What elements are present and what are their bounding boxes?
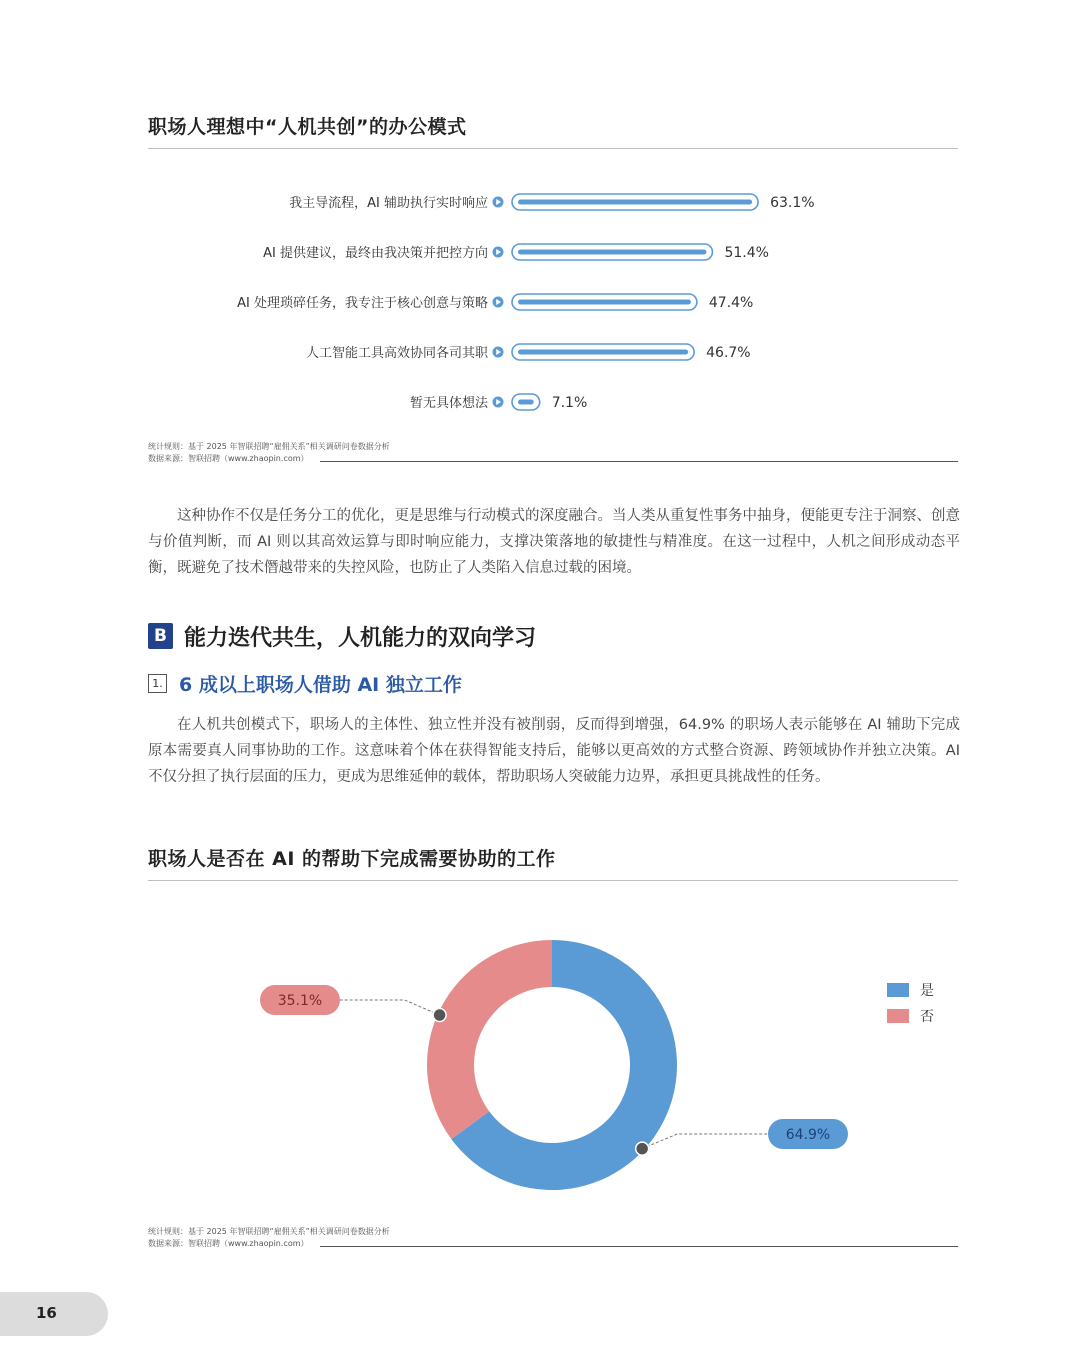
legend-label: 否 xyxy=(920,1009,934,1025)
legend-swatch xyxy=(887,983,909,997)
bar-category-label: 暂无具体想法 xyxy=(409,396,488,411)
chart1-note-rule: 统计规则：基于 2025 年智联招聘“雇佣关系”相关调研问卷数据分析 xyxy=(148,442,390,451)
bar xyxy=(518,200,752,205)
page-number: 16 xyxy=(36,1304,57,1322)
chart1-title: 职场人理想中“人机共创”的办公模式 xyxy=(148,116,467,138)
chart1-note-rule-line xyxy=(320,461,958,462)
bar-value-label: 63.1% xyxy=(770,195,815,211)
bar-chart xyxy=(0,180,1080,420)
chart1-title-rule xyxy=(148,148,958,149)
bar xyxy=(518,350,688,355)
subsection-number: 1. xyxy=(148,674,167,693)
callout-dot xyxy=(636,1142,649,1155)
bar-category-label: 我主导流程，AI 辅助执行实时响应 xyxy=(289,196,488,211)
donut-chart xyxy=(0,930,1080,1230)
chart2-note-rule: 统计规则：基于 2025 年智联招聘“雇佣关系”相关调研问卷数据分析 xyxy=(148,1227,390,1236)
body-paragraph-1: 这种协作不仅是任务分工的优化，更是思维与行动模式的深度融合。当人类从重复性事务中抽身，便能更专注于洞察、创意与价值判断，而 AI 则以其高效运算与即时响应能力，支撑决策落地的敏捷性与精准度。在这一过程中，人机之间形成动态平衡，既避免了技术僭越带来的失控风险，也防止了人类陷入信息过载的困境。 xyxy=(148,508,960,576)
chart1-note-source: 数据来源：智联招聘（www.zhaopin.com） xyxy=(148,454,309,463)
bar-value-label: 7.1% xyxy=(551,395,588,411)
chart2-note-source: 数据来源：智联招聘（www.zhaopin.com） xyxy=(148,1239,309,1248)
body-paragraph-2: 在人机共创模式下，职场人的主体性、独立性并没有被削弱，反而得到增强，64.9% 的职场人表示能够在 AI 辅助下完成原本需要真人同事协助的工作。这意味着个体在获得智能支持后，能够以更高效的方式整合资源、跨领域协作并独立决策。AI 不仅分担了执行层面的压力，更成为思维延伸的载体，帮助职场人突破能力边界，承担更具挑战性的任务。 xyxy=(148,717,960,785)
section-title: 能力迭代共生，人机能力的双向学习 xyxy=(184,626,537,651)
legend-label: 是 xyxy=(920,983,934,999)
bar-category-label: AI 提供建议，最终由我决策并把控方向 xyxy=(263,246,488,261)
chart2-note-rule-line xyxy=(320,1246,958,1247)
callout-dot xyxy=(433,1009,446,1022)
slice-value-label: 64.9% xyxy=(785,1127,831,1143)
bar xyxy=(518,250,706,255)
bar xyxy=(518,300,691,305)
donut-slice xyxy=(427,940,552,1139)
bar-category-label: 人工智能工具高效协同各司其职 xyxy=(305,346,488,361)
legend-swatch xyxy=(887,1009,909,1023)
bar xyxy=(518,400,534,405)
chart2-title-rule xyxy=(148,880,958,881)
bar-value-label: 51.4% xyxy=(724,245,769,261)
bar-category-label: AI 处理琐碎任务，我专注于核心创意与策略 xyxy=(237,296,488,311)
callout-leader-line xyxy=(340,1000,440,1015)
subsection-title: 6 成以上职场人借助 AI 独立工作 xyxy=(179,674,462,696)
chart2-title: 职场人是否在 AI 的帮助下完成需要协助的工作 xyxy=(148,848,556,870)
bar-value-label: 46.7% xyxy=(706,345,751,361)
slice-value-label: 35.1% xyxy=(277,993,323,1009)
bar-value-label: 47.4% xyxy=(708,295,754,311)
section-letter-badge: B xyxy=(148,623,173,649)
callout-leader-line xyxy=(642,1134,768,1149)
